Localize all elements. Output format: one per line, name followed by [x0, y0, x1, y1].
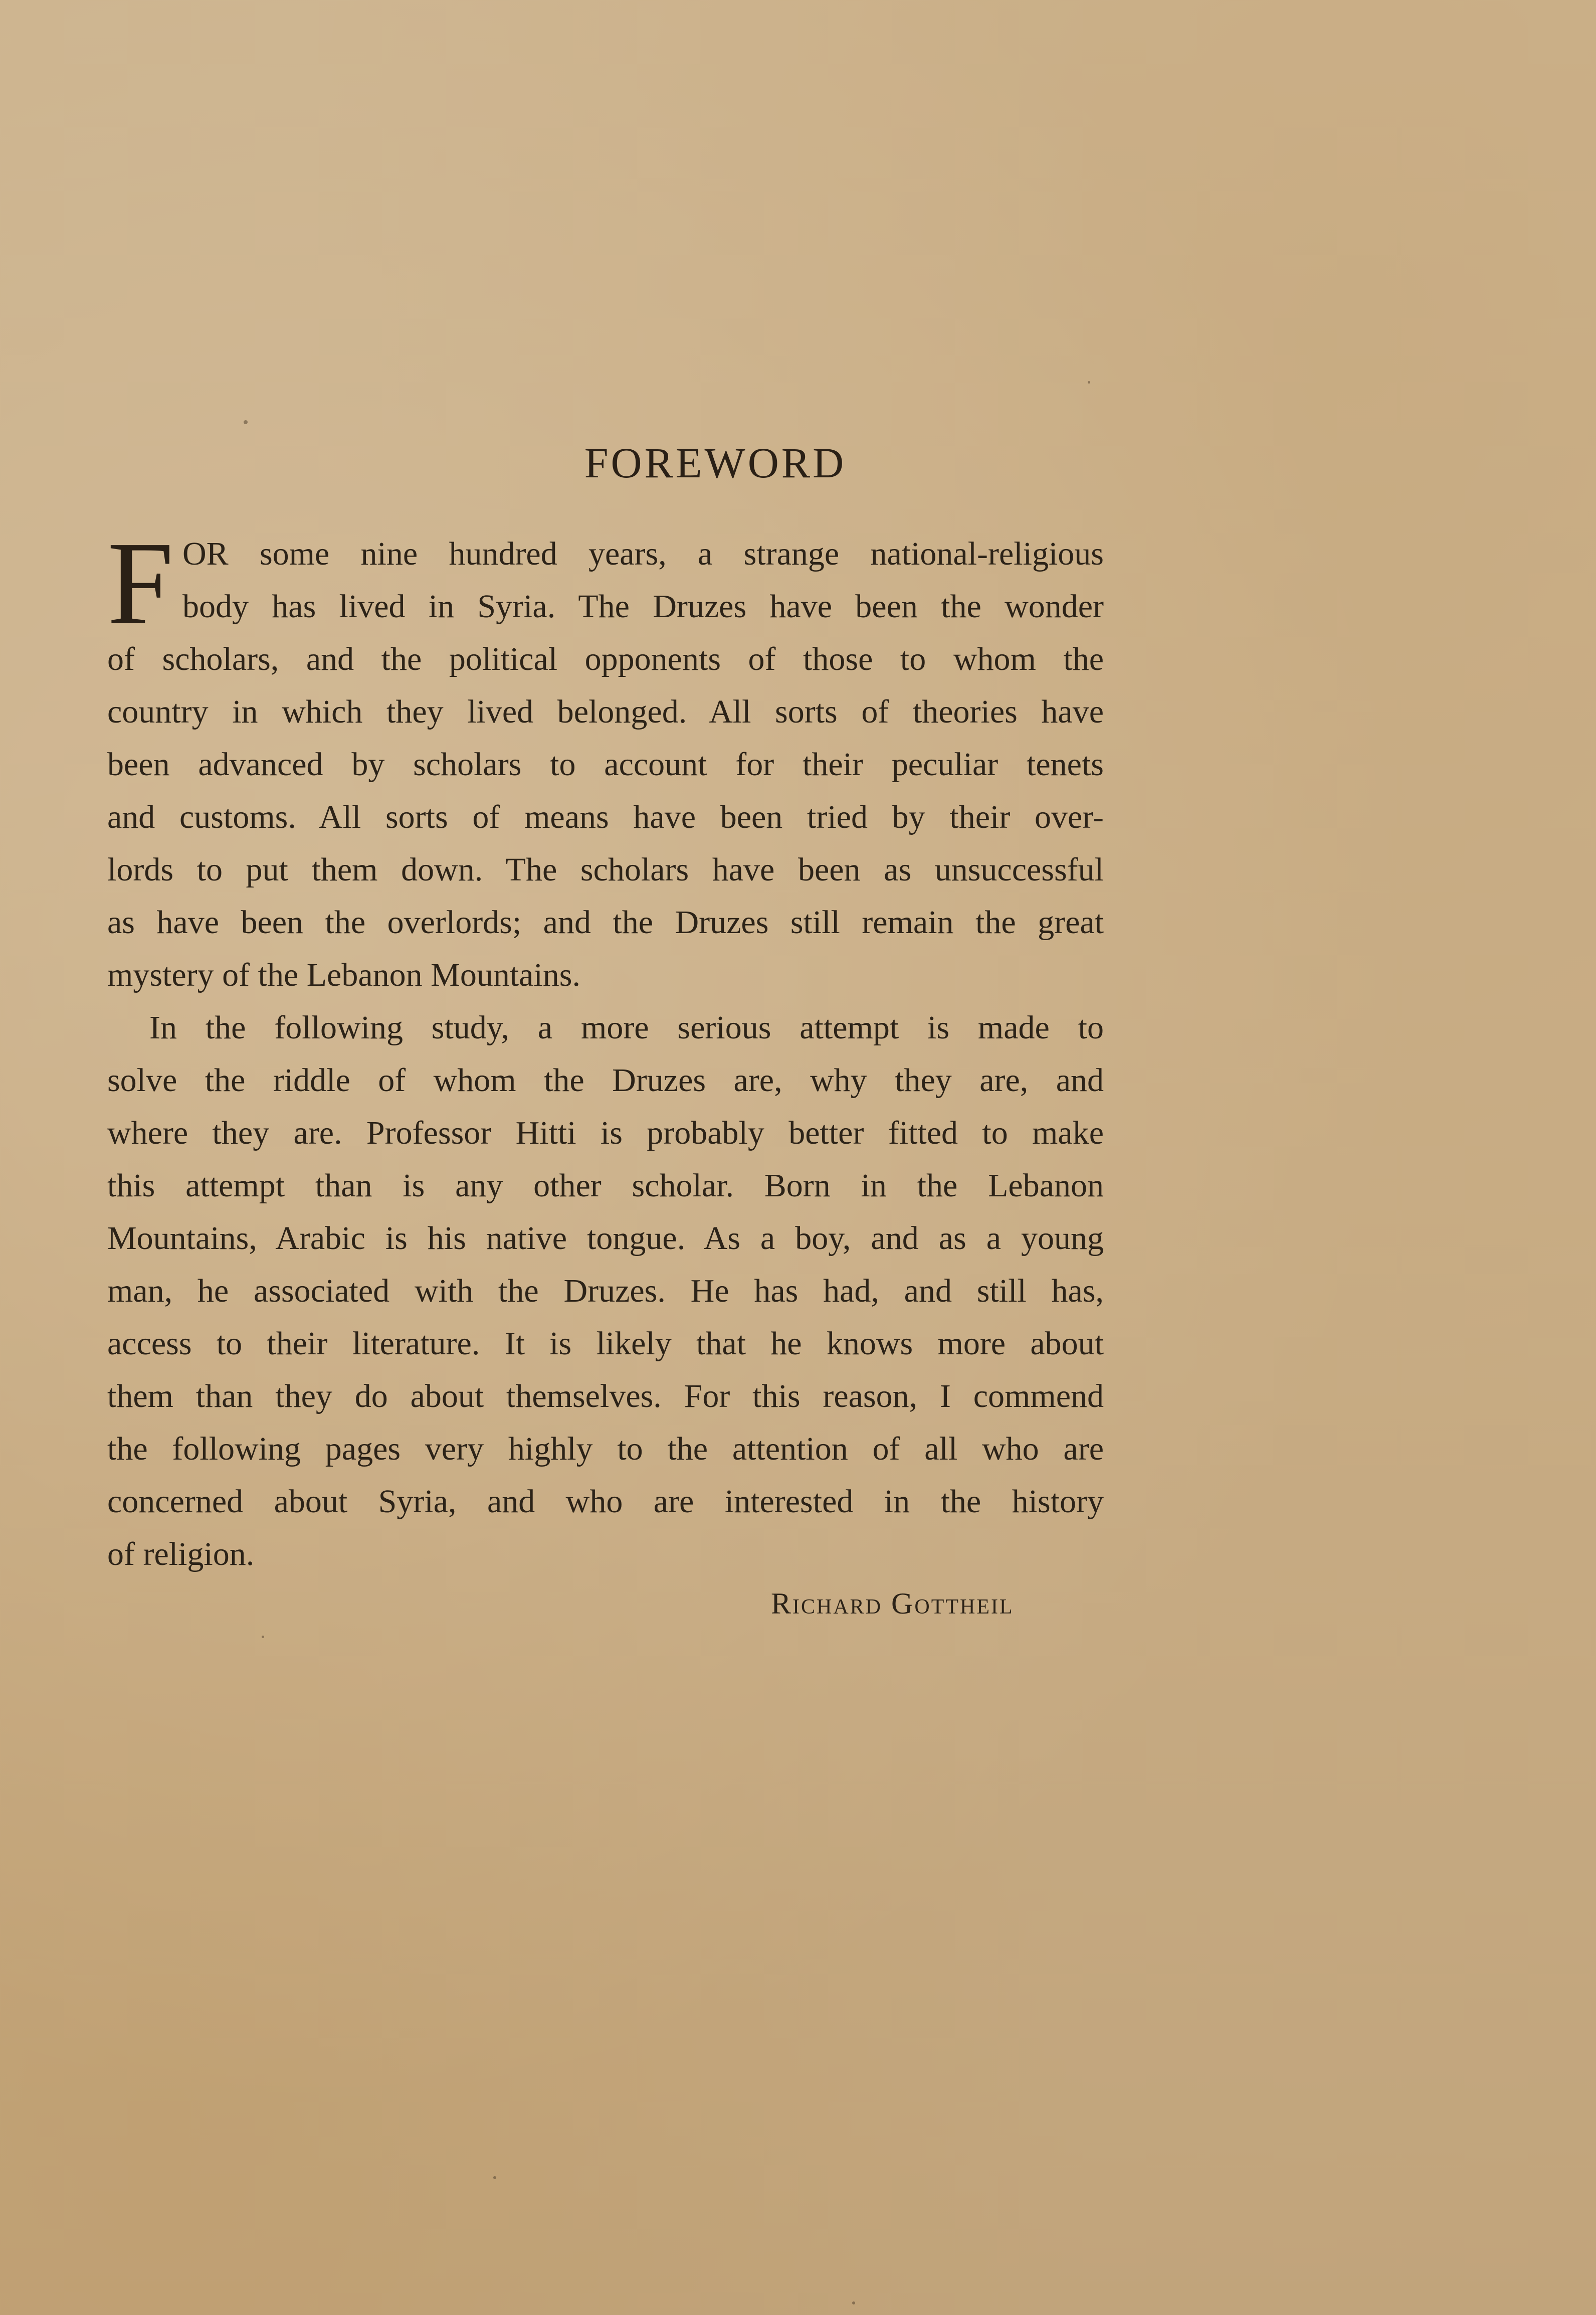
text-line: them than they do about themselves. For this reason, I commend: [107, 1378, 1104, 1414]
text-line: solve the riddle of whom the Druzes are, why they are, and: [107, 1062, 1104, 1099]
paper-speck: [493, 2176, 496, 2179]
text-line: In the following study, a more serious attempt is made to: [149, 1009, 1104, 1046]
page-title: FOREWORD: [584, 439, 847, 487]
signature: Richard Gottheil: [771, 1587, 1014, 1620]
paragraph-1: [107, 517, 1104, 1001]
text-line: where they are. Professor Hitti is probably better fitted to make: [107, 1115, 1104, 1151]
text-line: OR some nine hundred years, a strange national-religious: [182, 536, 1104, 572]
paragraph-2: [107, 1001, 1104, 1580]
text-line: this attempt than is any other scholar. Born in the Lebanon: [107, 1167, 1104, 1204]
foreword-text: [107, 517, 1104, 1580]
paper-speck: [244, 420, 248, 424]
text-line: concerned about Syria, and who are interested in the history: [107, 1483, 1104, 1520]
text-line: mystery of the Lebanon Mountains.: [107, 957, 580, 993]
text-line: of religion.: [107, 1536, 255, 1572]
text-line: the following pages very highly to the attention of all who are: [107, 1431, 1104, 1467]
text-line: country in which they lived belonged. All sorts of theories have: [107, 693, 1104, 730]
paper-speck: [852, 2301, 855, 2304]
text-line: Mountains, Arabic is his native tongue. As a boy, and as a young: [107, 1220, 1104, 1257]
text-line: access to their literature. It is likely that he knows more about: [107, 1325, 1104, 1362]
paper-speck: [1088, 381, 1090, 384]
text-line: and customs. All sorts of means have been tried by their over-: [107, 799, 1104, 835]
text-line: body has lived in Syria. The Druzes have been the wonder: [182, 588, 1104, 625]
text-line: lords to put them down. The scholars have been as unsuccessful: [107, 851, 1104, 888]
text-line: man, he associated with the Druzes. He has had, and still has,: [107, 1273, 1104, 1309]
drop-cap: F: [107, 517, 174, 649]
paper-speck: [262, 1636, 264, 1638]
text-line: of scholars, and the political opponents of those to whom the: [107, 641, 1104, 677]
text-line: been advanced by scholars to account for their peculiar tenets: [107, 746, 1104, 783]
text-line: as have been the overlords; and the Druzes still remain the great: [107, 904, 1104, 941]
